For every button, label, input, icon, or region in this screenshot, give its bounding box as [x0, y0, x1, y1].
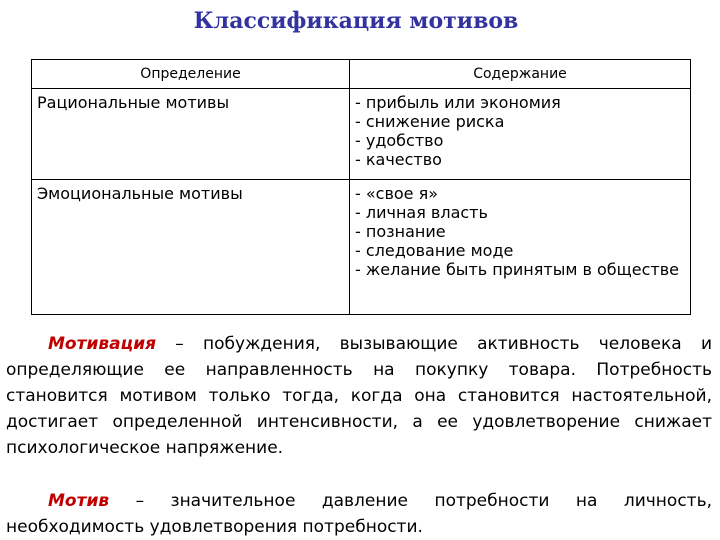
motives-table	[31, 59, 691, 315]
table-row	[32, 180, 691, 315]
list-item: - личная власть	[355, 203, 488, 222]
motive-paragraph	[6, 488, 712, 540]
list-item: - «свое я»	[355, 184, 439, 203]
rational-content	[350, 89, 691, 180]
list-item: - удобство	[355, 131, 444, 150]
motivation-paragraph	[6, 331, 712, 461]
list-item: - желание быть принятым в обществе	[355, 260, 679, 279]
emotional-definition: Эмоциональные мотивы	[32, 180, 350, 315]
motivation-text: – побуждения, вызывающие активность человека и определяющие ее направленность на покупку товара. Потребность становится мотивом только тогда, когда она становится настоятельной, достигает определенной интенсивности, а ее удовлетворение снижает психологическое напряжение.	[6, 334, 712, 458]
header-content: Содержание	[350, 60, 691, 89]
list-item: - следование моде	[355, 241, 514, 260]
motivation-term: Мотивация	[48, 334, 157, 354]
list-item: - познание	[355, 222, 446, 241]
emotional-content	[350, 180, 691, 315]
list-item: - прибыль или экономия	[355, 93, 561, 112]
list-item: - качество	[355, 150, 442, 169]
list-item: - снижение риска	[355, 112, 505, 131]
page-title: Классификация мотивов	[193, 8, 519, 34]
table-header-row	[32, 60, 691, 89]
rational-definition: Рациональные мотивы	[32, 89, 350, 180]
table-row	[32, 89, 691, 180]
motive-text: – значительное давление потребности на личность, необходимость удовлетворения потребности.	[6, 491, 712, 537]
motive-term: Мотив	[48, 491, 110, 511]
header-definition: Определение	[32, 60, 350, 89]
